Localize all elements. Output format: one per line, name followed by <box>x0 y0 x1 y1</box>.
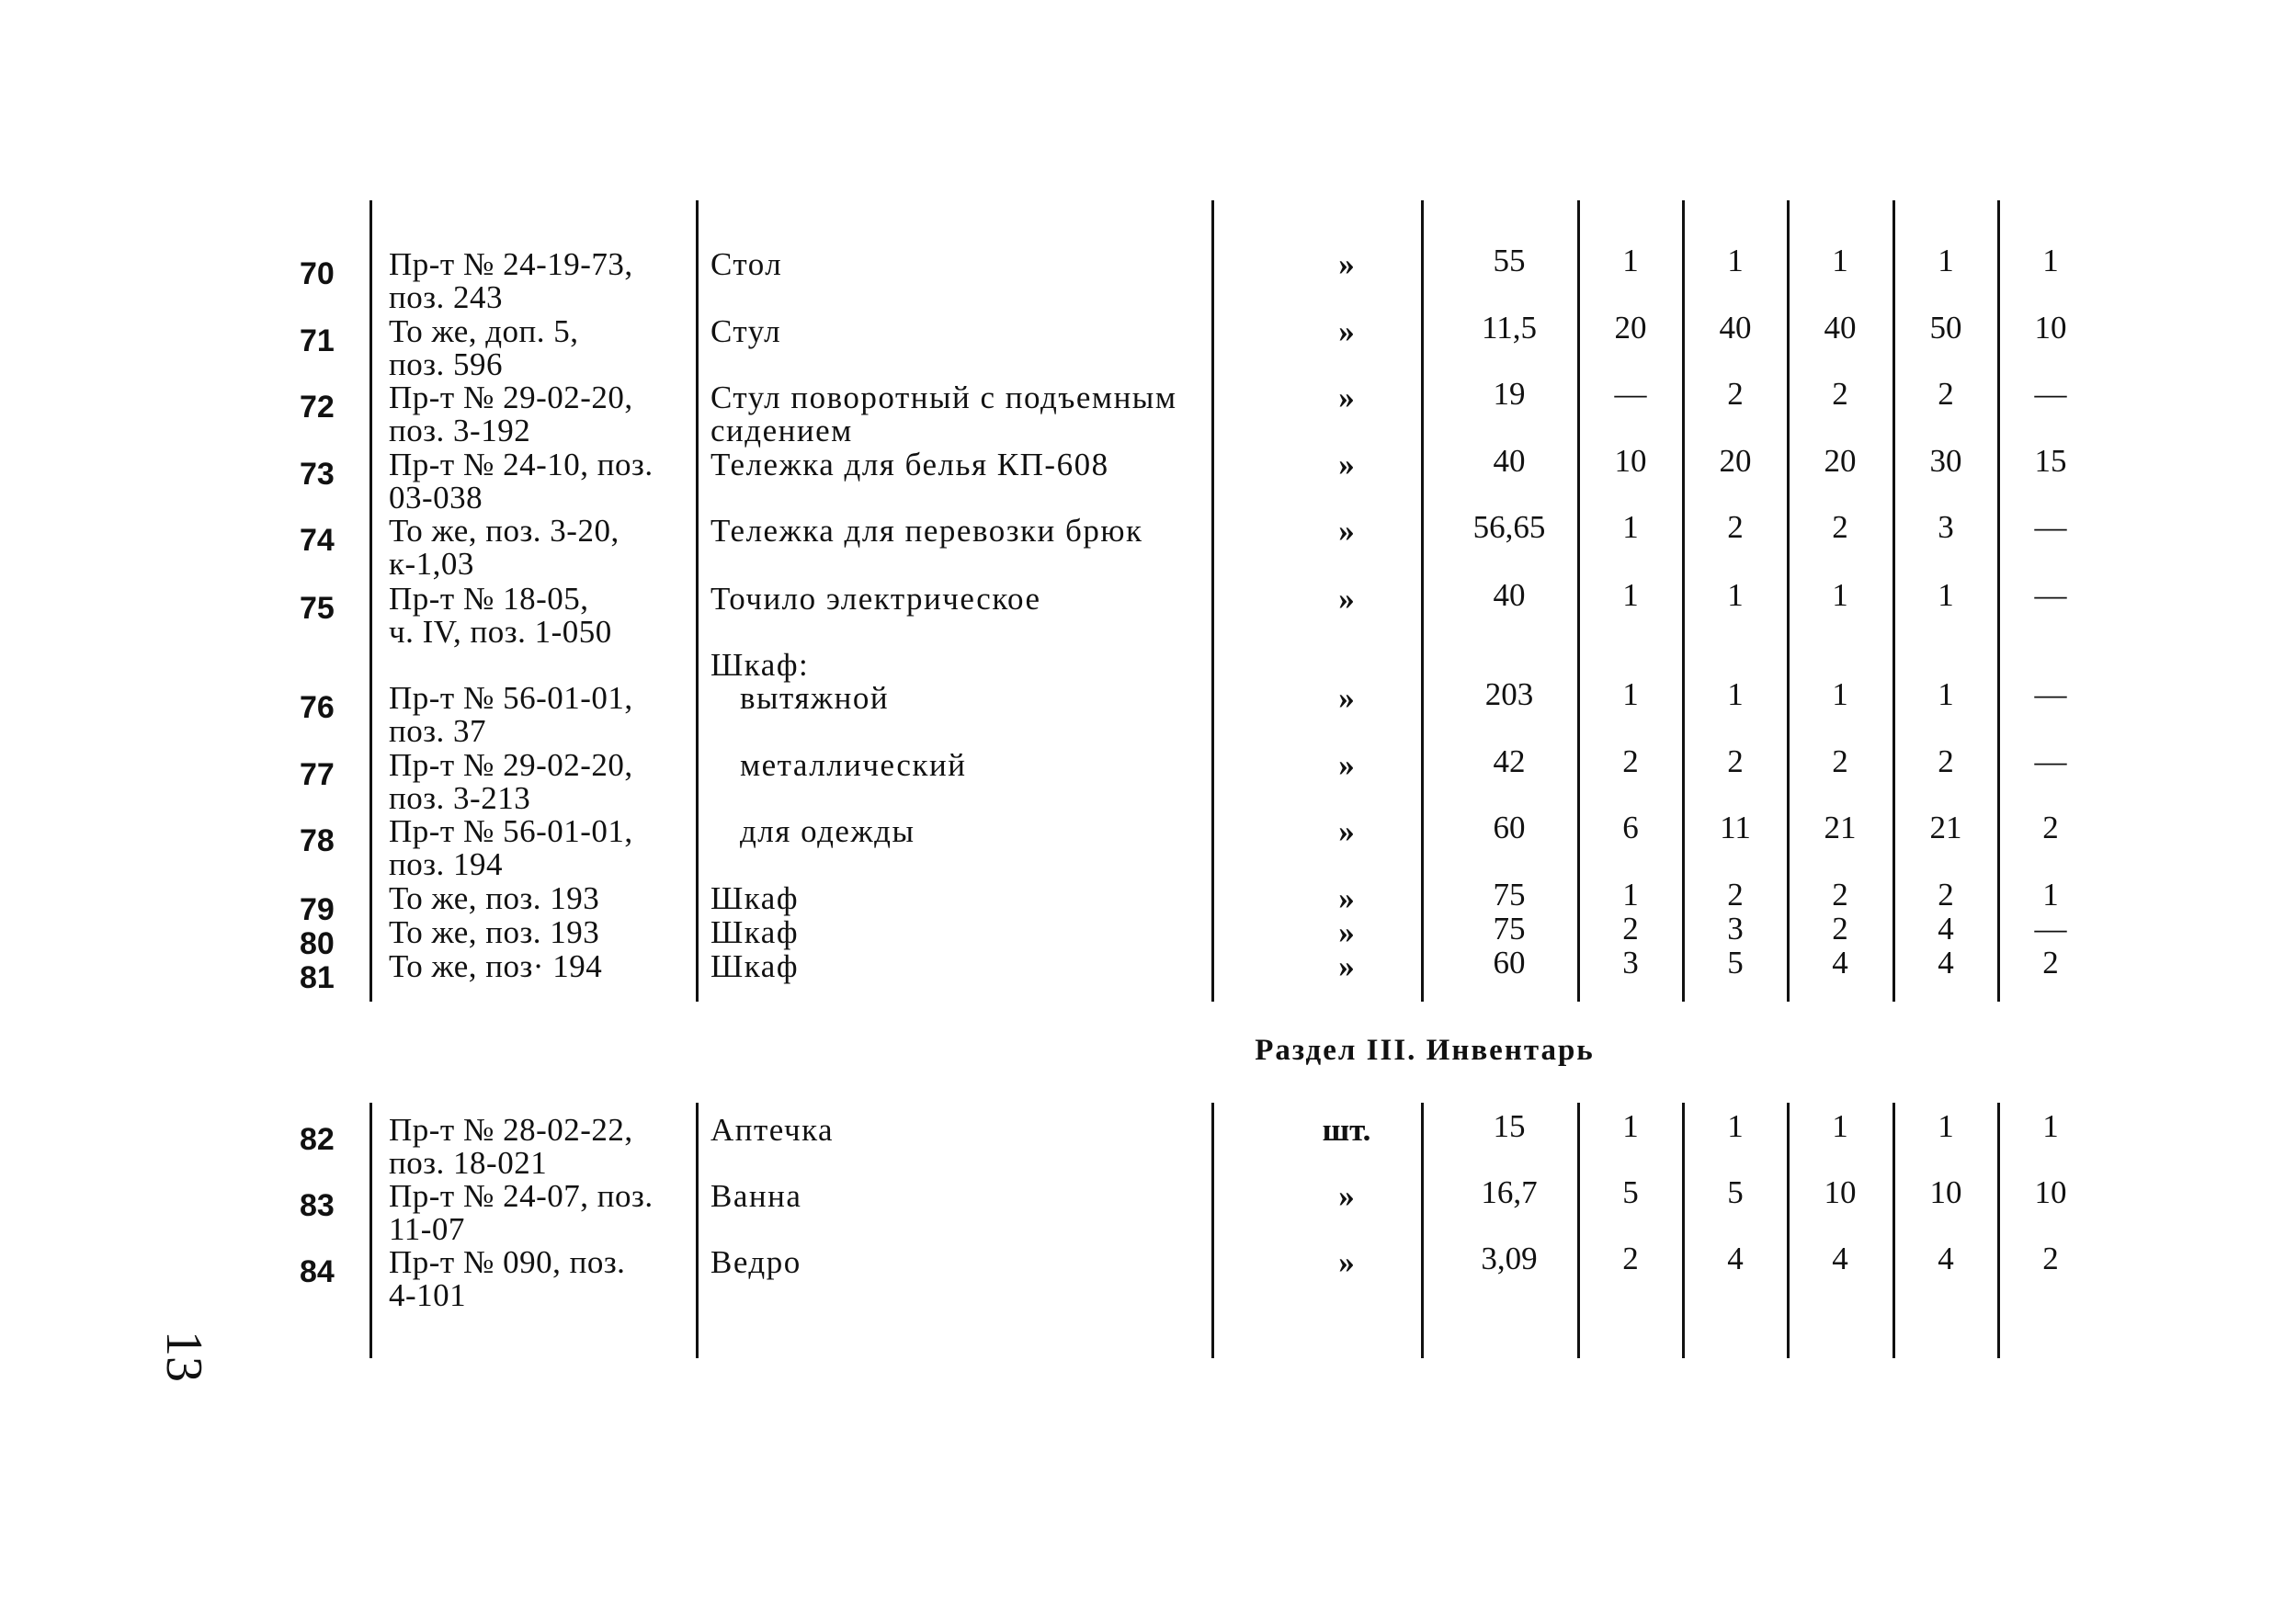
price-value: 55 <box>1493 243 1526 278</box>
column-rule <box>696 200 699 1002</box>
quantity-value: 10 <box>2034 1174 2067 1210</box>
row-number: 70 <box>300 256 335 291</box>
specification-text: поз. 243 <box>389 279 504 315</box>
quantity-value: 21 <box>1824 810 1857 845</box>
quantity-value: — <box>2034 509 2067 545</box>
item-name: Точило электрическое <box>710 581 1041 617</box>
item-name: вытяжной <box>740 680 890 716</box>
unit-text: » <box>1338 447 1355 482</box>
column-rule <box>369 200 372 1002</box>
quantity-value: 2 <box>2042 1241 2059 1276</box>
quantity-value: 2 <box>1832 509 1848 545</box>
quantity-value: 10 <box>1614 443 1647 479</box>
unit-text: » <box>1338 581 1355 617</box>
column-rule <box>1997 1103 2000 1358</box>
specification-text: Пр-т № 24-19-73, <box>389 246 633 282</box>
price-value: 75 <box>1493 877 1526 913</box>
specification-text: То же, поз. 3-20, <box>389 513 619 549</box>
quantity-value: — <box>2034 577 2067 613</box>
quantity-value: 2 <box>1832 911 1848 947</box>
price-value: 40 <box>1493 577 1526 613</box>
quantity-value: 1 <box>1622 676 1639 712</box>
row-number: 73 <box>300 457 335 492</box>
unit-text: » <box>1338 948 1355 984</box>
unit-text: » <box>1338 513 1355 549</box>
column-rule <box>1421 200 1424 1002</box>
column-rule <box>1892 200 1895 1002</box>
quantity-value: 50 <box>1929 310 1962 346</box>
specification-text: Пр-т № 24-10, поз. <box>389 447 654 482</box>
specification-text: То же, поз· 194 <box>389 948 603 984</box>
quantity-value: 2 <box>1832 877 1848 913</box>
quantity-value: 1 <box>1622 577 1639 613</box>
quantity-value: 4 <box>1727 1241 1744 1276</box>
quantity-value: 5 <box>1727 945 1744 981</box>
specification-text: поз. 37 <box>389 713 487 749</box>
specification-text: Пр-т № 29-02-20, <box>389 747 633 783</box>
quantity-value: 1 <box>2042 1108 2059 1144</box>
item-name: Ванна <box>710 1178 802 1214</box>
quantity-value: 30 <box>1929 443 1962 479</box>
quantity-value: 3 <box>1622 945 1639 981</box>
item-group-heading: Шкаф: <box>710 647 810 683</box>
specification-text: ч. IV, поз. 1-050 <box>389 614 612 650</box>
quantity-value: 1 <box>1727 676 1744 712</box>
quantity-value: — <box>2034 743 2067 779</box>
quantity-value: 5 <box>1622 1174 1639 1210</box>
quantity-value: 6 <box>1622 810 1639 845</box>
row-number: 84 <box>300 1254 335 1289</box>
unit-text: » <box>1338 914 1355 950</box>
quantity-value: 2 <box>1832 376 1848 412</box>
item-name: Аптечка <box>710 1112 835 1148</box>
specification-text: Пр-т № 090, поз. <box>389 1244 626 1280</box>
specification-text: поз. 194 <box>389 846 504 882</box>
unit-text: » <box>1338 313 1355 349</box>
quantity-value: 1 <box>1622 243 1639 278</box>
quantity-value: 1 <box>1938 577 1954 613</box>
unit-text: » <box>1338 680 1355 716</box>
price-value: 203 <box>1484 676 1534 712</box>
quantity-value: 1 <box>2042 243 2059 278</box>
quantity-value: 1 <box>1622 877 1639 913</box>
item-name: сидением <box>710 413 853 448</box>
quantity-value: 3 <box>1727 911 1744 947</box>
unit-text: » <box>1338 380 1355 415</box>
unit-text: » <box>1338 813 1355 849</box>
quantity-value: 2 <box>1938 743 1954 779</box>
quantity-value: 2 <box>1622 1241 1639 1276</box>
specification-text: поз. 596 <box>389 346 504 382</box>
specification-text: поз. 3-213 <box>389 780 531 816</box>
item-name: Стул <box>710 313 782 349</box>
column-rule <box>1682 200 1685 1002</box>
row-number: 79 <box>300 892 335 927</box>
quantity-value: 2 <box>1832 743 1848 779</box>
specification-text: к-1,03 <box>389 546 474 582</box>
column-rule <box>1892 1103 1895 1358</box>
specification-text: То же, поз. 193 <box>389 880 600 916</box>
row-number: 74 <box>300 523 335 558</box>
unit-text: » <box>1338 1244 1355 1280</box>
quantity-value: 2 <box>1938 877 1954 913</box>
quantity-value: — <box>2034 911 2067 947</box>
quantity-value: 1 <box>1938 1108 1954 1144</box>
quantity-value: 20 <box>1824 443 1857 479</box>
specification-text: Пр-т № 24-07, поз. <box>389 1178 654 1214</box>
quantity-value: — <box>2034 676 2067 712</box>
specification-text: Пр-т № 56-01-01, <box>389 813 633 849</box>
unit-text: » <box>1338 246 1355 282</box>
quantity-value: 21 <box>1929 810 1962 845</box>
specification-text: Пр-т № 28-02-22, <box>389 1112 633 1148</box>
price-value: 11,5 <box>1482 310 1537 346</box>
quantity-value: 3 <box>1938 509 1954 545</box>
specification-text: Пр-т № 29-02-20, <box>389 380 633 415</box>
item-name: Тележка для белья КП-608 <box>710 447 1109 482</box>
quantity-value: 4 <box>1938 1241 1954 1276</box>
quantity-value: 2 <box>2042 810 2059 845</box>
quantity-value: 1 <box>1622 1108 1639 1144</box>
row-number: 77 <box>300 757 335 792</box>
specification-text: 4-101 <box>389 1277 467 1313</box>
quantity-value: 2 <box>1622 743 1639 779</box>
column-rule <box>1787 1103 1790 1358</box>
quantity-value: 1 <box>1727 577 1744 613</box>
quantity-value: 15 <box>2034 443 2067 479</box>
item-name: Тележка для перевозки брюк <box>710 513 1143 549</box>
quantity-value: 5 <box>1727 1174 1744 1210</box>
price-value: 15 <box>1493 1108 1526 1144</box>
item-name: Шкаф <box>710 880 799 916</box>
row-number: 81 <box>300 960 335 995</box>
specification-text: Пр-т № 18-05, <box>389 581 589 617</box>
quantity-value: 2 <box>1727 743 1744 779</box>
specification-text: поз. 18-021 <box>389 1145 548 1181</box>
price-value: 60 <box>1493 945 1526 981</box>
quantity-value: 4 <box>1832 1241 1848 1276</box>
quantity-value: 2 <box>2042 945 2059 981</box>
price-value: 60 <box>1493 810 1526 845</box>
item-name: Стол <box>710 246 783 282</box>
quantity-value: 1 <box>2042 877 2059 913</box>
row-number: 80 <box>300 926 335 961</box>
unit-text: » <box>1338 1178 1355 1214</box>
quantity-value: 1 <box>1832 243 1848 278</box>
price-value: 16,7 <box>1481 1174 1538 1210</box>
quantity-value: 11 <box>1720 810 1751 845</box>
quantity-value: 1 <box>1622 509 1639 545</box>
quantity-value: 10 <box>1929 1174 1962 1210</box>
section-title: Раздел III. Инвентарь <box>1255 1034 1595 1067</box>
quantity-value: 1 <box>1832 1108 1848 1144</box>
quantity-value: 1 <box>1832 676 1848 712</box>
column-rule <box>1682 1103 1685 1358</box>
price-value: 56,65 <box>1472 509 1546 545</box>
quantity-value: 2 <box>1727 509 1744 545</box>
column-rule <box>1997 200 2000 1002</box>
column-rule <box>696 1103 699 1358</box>
item-name: для одежды <box>740 813 915 849</box>
row-number: 78 <box>300 823 335 858</box>
quantity-value: 10 <box>2034 310 2067 346</box>
unit-text: шт. <box>1322 1112 1371 1148</box>
specification-text: То же, поз. 193 <box>389 914 600 950</box>
quantity-value: 4 <box>1832 945 1848 981</box>
item-name: Шкаф <box>710 914 799 950</box>
price-value: 3,09 <box>1481 1241 1538 1276</box>
item-name: Шкаф <box>710 948 799 984</box>
row-number: 76 <box>300 690 335 725</box>
quantity-value: 10 <box>1824 1174 1857 1210</box>
price-value: 19 <box>1493 376 1526 412</box>
item-name: металлический <box>740 747 967 783</box>
column-rule <box>369 1103 372 1358</box>
item-name: Ведро <box>710 1244 801 1280</box>
quantity-value: — <box>1614 376 1647 412</box>
quantity-value: 1 <box>1727 243 1744 278</box>
quantity-value: 20 <box>1719 443 1752 479</box>
unit-text: » <box>1338 747 1355 783</box>
column-rule <box>1211 200 1214 1002</box>
quantity-value: 20 <box>1614 310 1647 346</box>
price-value: 42 <box>1493 743 1526 779</box>
price-value: 75 <box>1493 911 1526 947</box>
specification-text: поз. 3-192 <box>389 413 531 448</box>
quantity-value: 40 <box>1719 310 1752 346</box>
specification-text: То же, доп. 5, <box>389 313 579 349</box>
column-rule <box>1211 1103 1214 1358</box>
quantity-value: 2 <box>1727 877 1744 913</box>
specification-text: 11-07 <box>389 1211 465 1247</box>
quantity-value: 4 <box>1938 945 1954 981</box>
quantity-value: 2 <box>1727 376 1744 412</box>
specification-text: 03-038 <box>389 480 483 516</box>
row-number: 72 <box>300 390 335 425</box>
row-number: 71 <box>300 323 335 358</box>
item-name: Стул поворотный с подъемным <box>710 380 1177 415</box>
specification-text: Пр-т № 56-01-01, <box>389 680 633 716</box>
column-rule <box>1787 200 1790 1002</box>
quantity-value: — <box>2034 376 2067 412</box>
row-number: 75 <box>300 591 335 626</box>
quantity-value: 2 <box>1622 911 1639 947</box>
row-number: 83 <box>300 1188 335 1223</box>
quantity-value: 1 <box>1938 243 1954 278</box>
quantity-value: 40 <box>1824 310 1857 346</box>
row-number: 82 <box>300 1122 335 1157</box>
unit-text: » <box>1338 880 1355 916</box>
quantity-value: 1 <box>1938 676 1954 712</box>
quantity-value: 1 <box>1727 1108 1744 1144</box>
quantity-value: 2 <box>1938 376 1954 412</box>
price-value: 40 <box>1493 443 1526 479</box>
quantity-value: 4 <box>1938 911 1954 947</box>
column-rule <box>1421 1103 1424 1358</box>
page-number: 13 <box>155 1331 212 1382</box>
quantity-value: 1 <box>1832 577 1848 613</box>
